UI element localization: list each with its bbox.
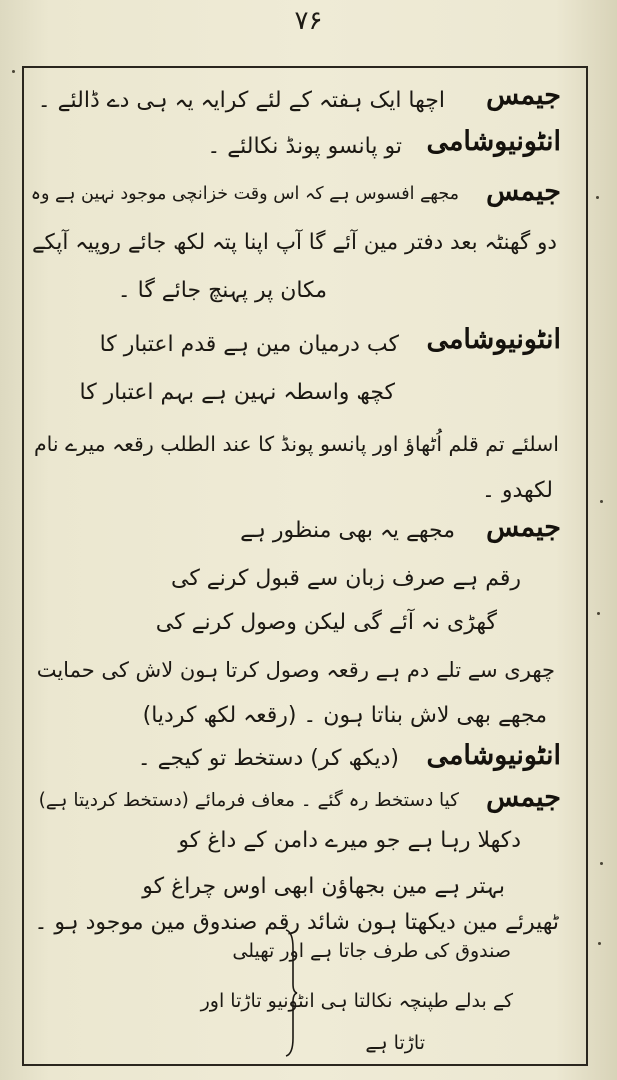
verse-line-2: کچھ واسطہ نہین ہے بہم اعتبار کا bbox=[79, 380, 395, 405]
verse-line-1: کب درمیان مین ہے قدم اعتبار کا bbox=[99, 332, 399, 357]
speaker-jimes: جیمس bbox=[486, 512, 561, 543]
stage-direction-line-1: صندوق کی طرف جاتا ہے اور تھیلی bbox=[232, 940, 511, 962]
speaker-jimes: جیمس bbox=[486, 176, 561, 207]
paper-speck bbox=[12, 70, 15, 73]
verse-line-4: گھڑی نہ آئے گی لیکن وصول کرنے کی bbox=[155, 610, 497, 635]
dialogue-line-4: دو گھنٹہ بعد دفتر مین آئے گا آپ اپنا پتہ لکھ جائے روپیہ آپکے bbox=[31, 230, 557, 255]
verse-line-6: بہتر ہے مین بجھاؤن ابھی اوس چراغ کو bbox=[142, 874, 505, 899]
dialogue-line-5: مکان پر پہنچ جائے گا ۔ bbox=[117, 278, 327, 303]
dialogue-line-8: اسلئے تم قلم اُٹھاؤ اور پانسو پونڈ کا عند الطلب رقعہ میرے نام bbox=[33, 432, 559, 456]
verse-line-5: دکھلا رہا ہے جو میرے دامن کے داغ کو bbox=[178, 828, 521, 853]
speaker-antonio: انٹونیوشامی bbox=[426, 126, 561, 157]
dialogue-line-16: کیا دستخط رہ گئے ۔ معاف فرمائے (دستخط کردیتا ہے) bbox=[38, 790, 459, 811]
speaker-jimes: جیمس bbox=[486, 782, 561, 813]
paper-speck bbox=[597, 612, 600, 615]
paper-speck bbox=[600, 862, 603, 865]
speaker-jimes: جیمس bbox=[486, 80, 561, 111]
paper-speck bbox=[598, 942, 601, 945]
dialogue-line-3: مجھے افسوس ہے کہ اس وقت خزانچی موجود نہین ہے وہ bbox=[30, 184, 459, 204]
dialogue-line-9: لکھدو ۔ bbox=[481, 478, 553, 503]
page-number: ۷۶ bbox=[294, 6, 323, 36]
dialogue-line-19: ٹھیرئے مین دیکھتا ہون شائد رقم صندوق مین موجود ہو ۔ bbox=[34, 910, 559, 935]
dialogue-line-15: (دیکھ کر) دستخط تو کیجے ۔ bbox=[137, 746, 399, 771]
dialogue-line-10: مجھے یہ بھی منظور ہے bbox=[240, 518, 455, 543]
dialogue-line-13: چھری سے تلے دم ہے رقعہ وصول کرتا ہون لاش کی حمایت bbox=[36, 658, 555, 682]
stage-direction-line-2: کے بدلے طپنچہ نکالتا ہی انٹونیو تاڑتا اور bbox=[200, 990, 513, 1012]
dialogue-line-1: اچھا ایک ہفتہ کے لئے کرایہ یہ ہی دے ڈالئے ۔ bbox=[37, 88, 445, 113]
stage-direction-line-3: تاڑتا ہے bbox=[365, 1032, 425, 1054]
dialogue-line-2: تو پانسو پونڈ نکالئے ۔ bbox=[207, 134, 402, 159]
speaker-antonio: انٹونیوشامی bbox=[426, 324, 561, 355]
paper-speck bbox=[600, 500, 603, 503]
dialogue-line-14: مجھے بھی لاش بناتا ہون ۔ (رقعہ لکھ کردیا) bbox=[142, 703, 547, 728]
speaker-antonio: انٹونیوشامی bbox=[426, 740, 561, 771]
verse-line-3: رقم ہے صرف زبان سے قبول کرنے کی bbox=[170, 566, 521, 591]
paper-speck bbox=[596, 196, 599, 199]
